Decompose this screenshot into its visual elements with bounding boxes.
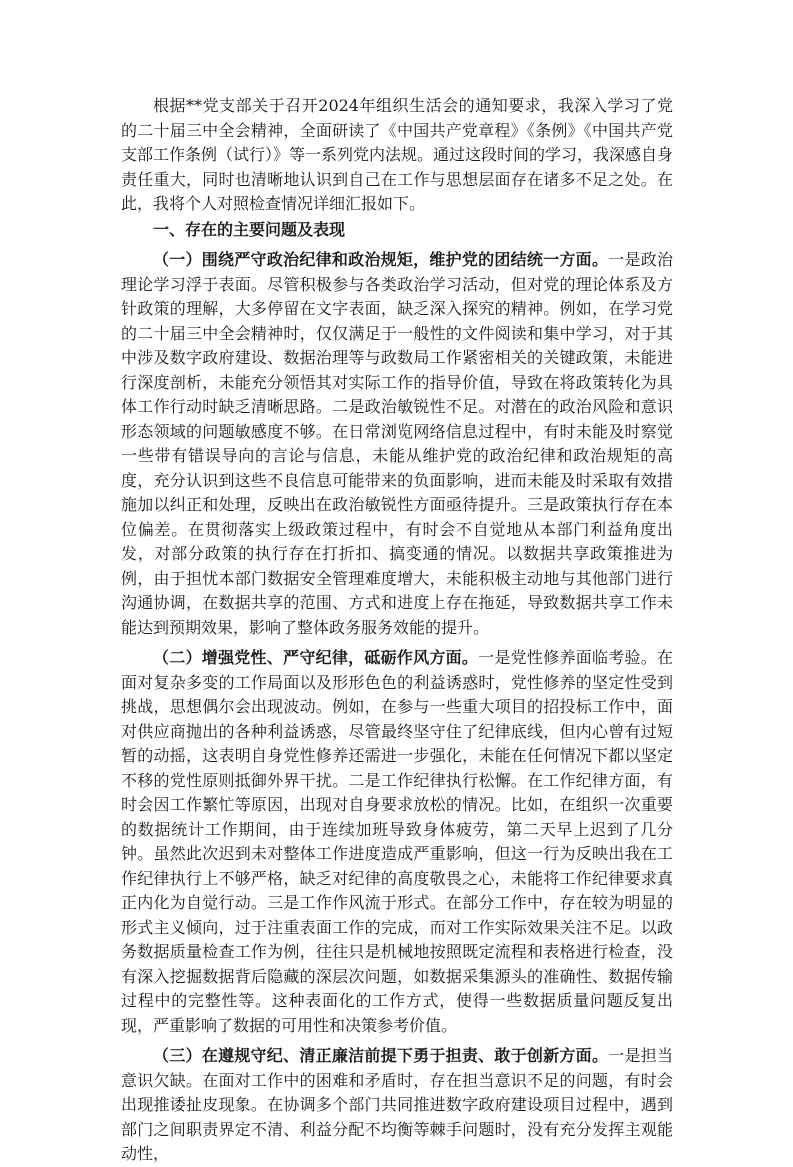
section-3-title: （三）在遵规守纪、清正廉洁前提下勇于担责、敢于创新方面。 [153, 1046, 609, 1065]
intro-paragraph: 根据**党支部关于召开2024年组织生活会的通知要求，我深入学习了党的二十届三中全会精神，全面研读了《中国共产党章程》《条例》《中国共产党支部工作条例（试行）》等一系列党内法规。通过这段时间的学习，我深感自身责任重大，同时也清晰地认识到自己在工作与思想层面存在诸多不足之处。在此，我将个人对照检查情况详细汇报如下。 [121, 96, 674, 213]
section-2-body: 一是党性修养面临考验。在面对复杂多变的工作局面以及形形色色的利益诱惑时，党性修养的坚定性受到挑战，思想偶尔会出现波动。例如，在参与一些重大项目的招投标工作中，面对供应商抛出的各种利益诱惑，尽管最终坚守住了纪律底线，但内心曾有过短暂的动摇，这表明自身党性修养还需进一步强化，未能在任何情况下都以坚定不移的党性原则抵御外界干扰。二是工作纪律执行松懈。在工作纪律方面，有时会因工作繁忙等原因，出现对自身要求放松的情况。比如，在组织一次重要的数据统计工作期间，由于连续加班导致身体疲劳，第二天早上迟到了几分钟。虽然此次迟到未对整体工作进度造成严重影响，但这一行为反映出我在工作纪律执行上不够严格，缺乏对纪律的高度敬畏之心，未能将工作纪律要求真正内化为自觉行动。三是工作作风流于形式。在部分工作中，存在较为明显的形式主义倾向，过于注重表面工作的完成，而对工作实际效果关注不足。以政务数据质量检查工作为例，往往只是机械地按照既定流程和表格进行检查，没有深入挖掘数据背后隐藏的深层次问题，如数据采集源头的准确性、数据传输过程中的完整性等。这种表面化的工作方式，使得一些数据质量问题反复出现，严重影响了数据的可用性和决策参考价值。 [121, 648, 673, 1035]
section-2-title: （二）增强党性、严守纪律，砥砺作风方面。 [153, 648, 479, 667]
section-1-body: 一是政治理论学习浮于表面。尽管积极参与各类政治学习活动，但对党的理论体系及方针政策的理解，大多停留在文字表面，缺乏深入探究的精神。例如，在学习党的二十届三中全会精神时，仅仅满足于一般性的文件阅读和集中学习，对于其中涉及数字政府建设、数据治理等与政数局工作紧密相关的关键政策，未能进行深度剖析，未能充分领悟其对实际工作的指导价值，导致在将政策转化为具体工作行动时缺乏清晰思路。二是政治敏锐性不足。对潜在的政治风险和意识形态领域的问题敏感度不够。在日常浏览网络信息过程中，有时未能及时察觉一些带有错误导向的言论与信息，未能从维护党的政治纪律和政治规矩的高度，充分认识到这些不良信息可能带来的负面影响，进而未能及时采取有效措施加以纠正和处理，反映出在政治敏锐性方面亟待提升。三是政策执行存在本位偏差。在贯彻落实上级政策过程中，有时会不自觉地从本部门利益角度出发，对部分政策的执行存在打折扣、搞变通的情况。以数据共享政策推进为例，由于担忧本部门数据安全管理难度增大，未能积极主动地与其他部门进行沟通协调，在数据共享的范围、方式和进度上存在拖延，导致数据共享工作未能达到预期效果，影响了整体政务服务效能的提升。 [121, 250, 673, 637]
section-1-paragraph [121, 248, 673, 640]
document-page [121, 94, 673, 1167]
section-3-body: 一是担当意识欠缺。在面对工作中的困难和矛盾时，存在担当意识不足的问题，有时会出现推诿扯皮现象。在协调多个部门共同推进数字政府建设项目过程中，遇到部门之间职责界定不清、利益分配不均衡等棘手问题时，没有充分发挥主观能动性， [121, 1046, 673, 1163]
section-1-title: （一）围绕严守政治纪律和政治规矩，维护党的团结统一方面。 [153, 250, 609, 269]
section-heading: 一、存在的主要问题及表现 [153, 219, 346, 239]
section-3-paragraph [121, 1044, 673, 1167]
section-2-paragraph [121, 646, 673, 1038]
